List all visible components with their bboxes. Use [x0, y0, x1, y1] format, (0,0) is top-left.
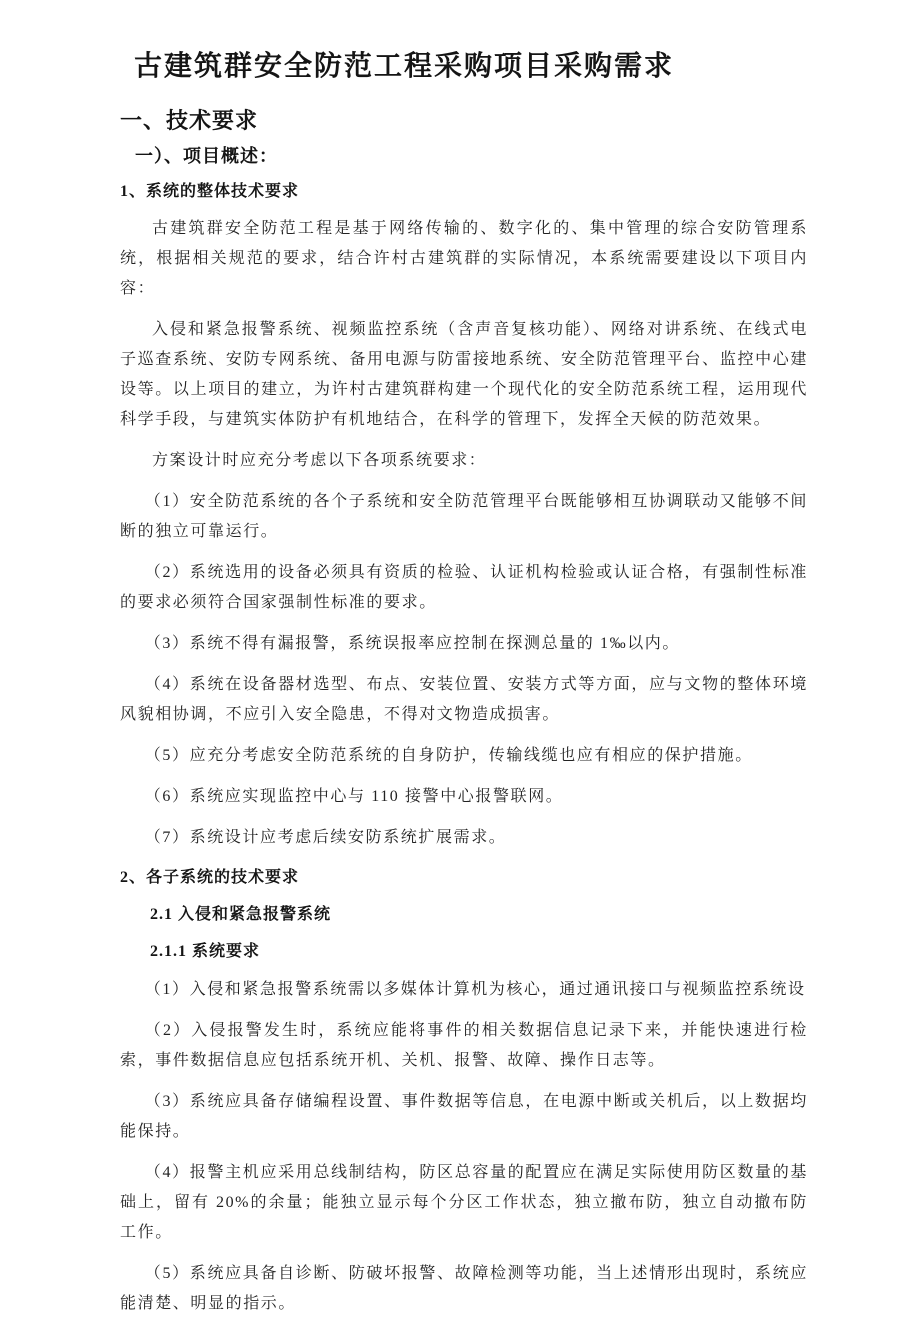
section-heading: 一、技术要求 — [120, 108, 259, 133]
paragraph: （1）入侵和紧急报警系统需以多媒体计算机为核心，通过通讯接口与视频监控系统设 — [144, 981, 806, 998]
paragraph: （6）系统应实现监控中心与 110 接警中心报警联网。 — [144, 788, 564, 805]
paragraph: （3）系统应具备存储编程设置、事件数据等信息，在电源中断或关机后，以上数据均能保持。 — [120, 1093, 808, 1140]
paragraph: （1）安全防范系统的各个子系统和安全防范管理平台既能够相互协调联动又能够不间断的独立可靠运行。 — [120, 493, 808, 540]
paragraph: （5）系统应具备自诊断、防破坏报警、故障检测等功能，当上述情形出现时，系统应能清楚、明显的指示。 — [120, 1265, 808, 1312]
paragraph: 方案设计时应充分考虑以下各项系统要求： — [152, 452, 487, 469]
document-body — [120, 104, 808, 1319]
document-title: 古建筑群安全防范工程采购项目采购需求 — [134, 51, 675, 82]
section-heading: 一）、项目概述： — [135, 146, 278, 166]
section-heading: 1、系统的整体技术要求 — [120, 183, 300, 200]
paragraph: （2）系统选用的设备必须具有资质的检验、认证机构检验或认证合格，有强制性标准的要求必须符合国家强制性标准的要求。 — [120, 564, 808, 611]
paragraph: （7）系统设计应考虑后续安防系统扩展需求。 — [144, 829, 507, 846]
paragraph: （4）报警主机应采用总线制结构，防区总容量的配置应在满足实际使用防区数量的基础上，留有 20%的余量；能独立显示每个分区工作状态，独立撤布防，独立自动撤布防工作。 — [120, 1164, 808, 1241]
paragraph: （2）入侵报警发生时，系统应能将事件的相关数据信息记录下来，并能快速进行检索，事件数据信息应包括系统开机、关机、报警、故障、操作日志等。 — [120, 1022, 808, 1069]
paragraph: 入侵和紧急报警系统、视频监控系统（含声音复核功能）、网络对讲系统、在线式电子巡查系统、安防专网系统、备用电源与防雷接地系统、安全防范管理平台、监控中心建设等。以上项目的建立，为许村古建筑群构建一个现代化的安全防范系统工程，运用现代科学手段，与建筑实体防护有机地结合，在科学的管理下，发挥全天候的防范效果。 — [120, 321, 808, 428]
paragraph: 古建筑群安全防范工程是基于网络传输的、数字化的、集中管理的综合安防管理系 统，根据相关规范的要求，结合许村古建筑群的实际情况，本系统需要建设以下项目内容： — [120, 220, 808, 297]
section-heading: 2、各子系统的技术要求 — [120, 869, 300, 886]
paragraph: （3）系统不得有漏报警，系统误报率应控制在探测总量的 1‰以内。 — [144, 635, 680, 652]
section-heading: 2.1 入侵和紧急报警系统 — [150, 906, 332, 923]
paragraph: （5）应充分考虑安全防范系统的自身防护，传输线缆也应有相应的保护措施。 — [144, 747, 753, 764]
section-heading: 2.1.1 系统要求 — [150, 943, 261, 960]
paragraph: （4）系统在设备器材选型、布点、安装位置、安装方式等方面，应与文物的整体环境风貌相协调，不应引入安全隐患，不得对文物造成损害。 — [120, 676, 808, 723]
